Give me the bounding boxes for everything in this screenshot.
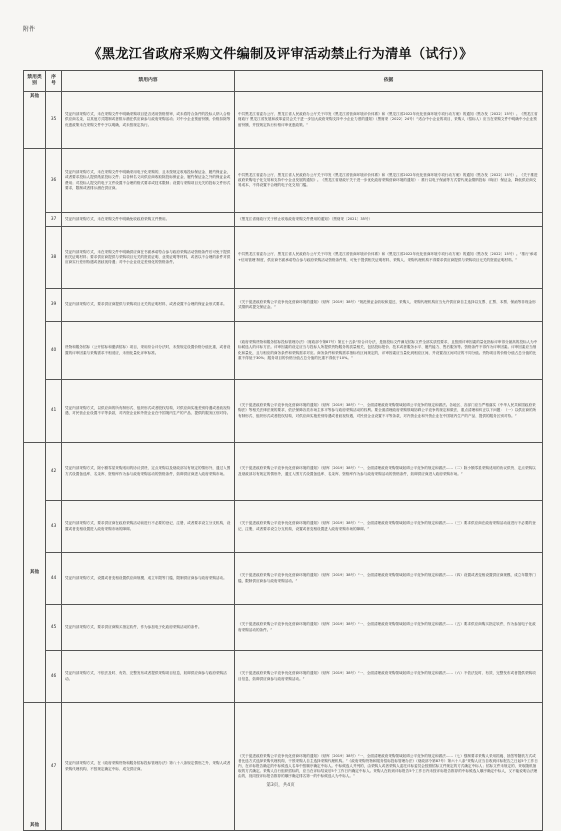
row-number: 41 [46,380,62,443]
row-basis: 《政府采购货物和服务招标投标管理办法》（财政部令第87号）第五十五条“综合评分法，是指投标文件满足招标文件全部实质性要求，且按照评审因素的量化指标评审得分最高的投标人为中标候选人的评标方法。评审因素的设定应当与投标人所提供货物服务的质量相关，包括投标报价、技术或者服务水平、履约能力、售后服务等。资格条件不得作为评审因素。评审因素应当细化和量化，且与相应的商务条件和采购需求对应。商务条件和采购需求指标有区间规定的，评审因素应当量化到相应区间，并设置各区间对应的不同分值。货物项目的价格分值占总分值的比重不得低于30%；服务项目的价格分值占总分值的比重不得低于10%。” [235,322,543,380]
annex-label: 附件 [23,26,36,33]
table-row [24,501,543,553]
row-basis: 《关于促进政府采购公平竞争优化营商环境的通知》（财库〔2019〕38号）“一、全面清理政府采购领域妨碍公平竞争的规定和做法……（四）设置或者变相设置供应商规模、成立年限等门槛，限制供应商参与政府采购活动。” [235,553,543,605]
row-basis: 《关于促进政府采购公平竞争优化营商环境的通知》（财库〔2019〕38号）“一、全面清理政府采购领域妨碍公平竞争的规定和做法……（二）除小额零星采购适用的协议供货、定点采购以及财政部另有规定的情形外，通过入围方式设置备选库、名录库、资格库作为参与政府采购活动的资格条件，妨碍供应商进入政府采购市场。” [235,443,543,501]
table-row [24,92,543,149]
row-content: 凭证内部采购方式，未在采购文件中明确供应商在书面承诺符合参与政府采购活动资格条件后可免于提供相关证明材料；要求供应商提供与采购项目无关的资质证明、业绩证明等材料，或者以不合理的条件对供应商实行差别待遇或者歧视待遇；对中小企业设定差别化的资格条件。 [62,227,235,289]
table-row [24,605,543,651]
row-content: 凭证内部采购方式，未在采购文件中明确采用电子化采购的，且未按规定收取投标保证金、履约保证金，或者要求投标人提供纸质投标文件；以各种名义向供应商收取除投标保证金、履约保证金之外的保证金或费用；对投标人提交的电子文件设置不合理的格式要求或技术限制；设置与采购项目无关的投标文件形式要求，限制或者排斥潜在供应商。 [62,149,235,213]
row-number: 44 [46,553,62,605]
row-content: 凭证内部采购方式，要求供应商购买指定软件，作为参加电子化政府采购活动的条件。 [62,605,235,651]
row-number: 46 [46,651,62,703]
table-row [24,289,543,322]
table-row [24,149,543,213]
category-cell [24,149,46,443]
row-number: 39 [46,289,62,322]
header-basis: 依据 [235,71,543,92]
page-number: 第3页，共4页 [266,783,295,788]
row-content: 凭证内部采购方式，未在采购文件中明确免收政府采购文件费用。 [62,213,235,227]
row-number: 36 [46,149,62,213]
prohibited-behaviors-table [23,70,543,831]
row-basis: 《关于促进政府采购公平竞争优化营商环境的通知》（财库〔2019〕38号）“一、全面清理政府采购领域妨碍公平竞争的规定和做法……（三）要求供应商在政府采购活动前进行不必要的登记、注册，或者要求设立分支机构，设置或者变相设置进入政府采购市场的障碍。” [235,501,543,553]
row-content: 凭证内部采购方式，要求供应商在政府采购活动前进行不必要的登记、注册，或者要求设立分支机构，设置或者变相设置进入政府采购市场的障碍。 [62,501,235,553]
row-number: 40 [46,322,62,380]
header-number: 序号 [46,71,62,92]
row-basis: 《关于促进政府采购公平竞争优化营商环境的通知》（财库〔2019〕38号）“一、全面清理政府采购领域妨碍公平竞争的规定和做法……（七）强制要求采购人采用抓阄、抽签等随机方式或者比选方式选择采购代理机构，干预采购人自主选择采购代理机构。”《政府采购货物和服务招标投标管理办法》（财政部令第87号）第六十八条“采购人应当自收到评标报告之日起5个工作日内，在评标报告确定的中标候选人名单中按顺序确定中标人。中标候选人并列的，由采购人或者采购人委托评标委员会按照招标文件规定的方式确定中标人；招标文件未规定的，采取随机抽取的方式确定。采购人自行组织招标的，应当在评标结束后5个工作日内确定中标人。采购人在收到评标报告5个工作日内未按评标报告推荐的中标候选人顺序确定中标人，又不能说明合法理由的，视同按评标报告推荐的顺序确定排名第一的中标候选人为中标人。” [235,703,543,831]
header-category: 禁用类别 [24,71,46,92]
table-row [24,213,543,227]
row-number: 42 [46,443,62,501]
row-content: 凭证内部采购方式，设置或者变相设置供应商规模、成立年限等门槛，限制供应商参与政府采购活动。 [62,553,235,605]
category-cell: 其他 [24,443,46,703]
row-basis: 中共黑龙江省委办公厅、黑龙江省人民政府办公厅关于印发《黑龙江省营商环境评价体系》和《黑龙江省2022年优化营商环境专项行动方案》的通知（黑办发〔2022〕15号）。《黑龙江省财政厅 黑龙江省发展和改革委员会关于进一步加大政府采购支持中小企业力度的通知》（黑财采〔2022〕24号）“适合中小企业的项目，采购人（招标人）应当在采购文件中明确中小企业预留份额，并按规定执行价格评审优惠政策。” [235,92,543,149]
category-cell: 其他 [24,92,46,149]
row-content: 货物和服务招标（公开招标和邀请招标）项目，采用综合评分法时，未按规定设置价格分值比重，或者设置的评审因素与采购需求不相适应，未细化量化评审标准。 [62,322,235,380]
row-content: 凭证内部采购方式，在《政府采购货物和服务招标投标管理办法》第八十八条规定情形之外，采购人或者采购代理机构，不按规定确定中标、成交供应商。 [62,703,235,831]
row-basis: 《关于促进政府采购公平竞争优化营商环境的通知》（财库〔2019〕38号）“一、全面清理政府采购领域妨碍公平竞争的规定和做法。各地区、各部门应当严格落实《中华人民共和国政府采购法》等相关法律法规的要求，依法保障各类市场主体平等参与政府采购活动的权利。要全面清理政府采购领域妨碍公平竞争的规定和做法，重点清理和纠正以下问题：（一）以供应商的所有制形式、组织形式或者股权结构，对供应商实施差别待遇或者歧视待遇，对民营企业设置不平等条款，对内资企业和外资企业在中国境内生产的产品、提供的服务区别对待。” [235,380,543,443]
row-content: 凭证内部采购方式，除小额零星采购适用的协议供货、定点采购以及财政部另有规定的情形外，通过入围方式设置备选库、名录库、资格库作为参与政府采购活动的资格条件，妨碍供应商进入政府采购市场。 [62,443,235,501]
header-content: 禁用内容 [62,71,235,92]
row-content: 凭证内部采购方式，未在采购文件中明确采购项目是否适用资格预审，或未将符合条件的投标人纳入合格供应商名录，以其他方式限制或者排斥潜在供应商参与政府采购活动；对中小企业预留份额、价格扣除等优惠政策未在采购文件中予以明确，或未按规定执行。 [62,92,235,149]
row-number: 35 [46,92,62,149]
table-row [24,443,543,501]
row-basis: 中共黑龙江省委办公厅、黑龙江省人民政府办公厅关于印发《黑龙江省营商环境评价体系》和《黑龙江省2022年优化营商环境专项行动方案》的通知（黑办发〔2022〕15号）。“推行‘承诺+信用管理’制度，供应商书面承诺符合参与政府采购活动资格条件的，可免于提供相关证明材料，采购人、采购代理机构不得要求供应商提供与采购项目无关的资质证明材料。” [235,227,543,289]
row-number: 43 [46,501,62,553]
table-row [24,553,543,605]
table-row [24,651,543,703]
row-content: 凭证内部采购方式，以供应商的所有制形式、组织形式或者股权结构，对供应商实施差别待遇或者歧视待遇，对民营企业设置不平等条款，对内资企业和外资企业在中国境内生产的产品、提供的服务区别对待。 [62,380,235,443]
table-row [24,703,543,831]
document-title: 《黑龙江省政府采购文件编制及评审活动禁止行为清单（试行）》 [88,47,473,62]
row-content: 凭证内部采购方式，要求供应商提供与采购项目无关的证明材料，或者设置不合理的保证金形式要求。 [62,289,235,322]
row-basis: 《关于促进政府采购公平竞争优化营商环境的通知》（财库〔2019〕38号）“规范保证金收取和退还，采购人、采购代理机构应当允许供应商自主选择以支票、汇票、本票、保函等非现金形式缴纳或提交保证金。” [235,289,543,322]
category-cell: 其他 [24,703,46,831]
row-basis: 《关于促进政府采购公平竞争优化营商环境的通知》（财库〔2019〕38号）“一、全面清理政府采购领域妨碍公平竞争的规定和做法……（五）要求供应商购买指定软件，作为参加电子化政府采购活动的条件。” [235,605,543,651]
table-row [24,380,543,443]
row-basis: 《关于促进政府采购公平竞争优化营商环境的通知》（财库〔2019〕38号）“一、全面清理政府采购领域妨碍公平竞争的规定和做法……（六）不依法及时、有效、完整发布或者提供采购项目信息，妨碍供应商参与政府采购活动。” [235,651,543,703]
row-number: 45 [46,605,62,651]
row-number: 37 [46,213,62,227]
row-basis: 《黑龙江省财政厅关于停止收取政府采购文件费用的通知》（黑财采〔2021〕35号） [235,213,543,227]
table-row [24,322,543,380]
table-header-row [24,71,543,92]
row-number: 38 [46,227,62,289]
row-basis: 中共黑龙江省委办公厅、黑龙江省人民政府办公厅关于印发《黑龙江省营商环境评价体系》和《黑龙江省2022年优化营商环境专项行动方案》的通知（黑办发〔2022〕15号）。《关于推进政府采购电子化交易和支持中小企业发展的通知》。《黑龙江省财政厅关于进一步优化政府采购营商环境的通知》：推行以电子保函等方式替代现金缴纳投标（响应）保证金，降低供应商交易成本，不得设置不合理的电子化交易门槛。 [235,149,543,213]
row-number: 47 [46,703,62,831]
table-row [24,227,543,289]
row-content: 凭证内部采购方式，不依法及时、有效、完整发布或者提供采购项目信息，妨碍供应商参与政府采购活动。 [62,651,235,703]
